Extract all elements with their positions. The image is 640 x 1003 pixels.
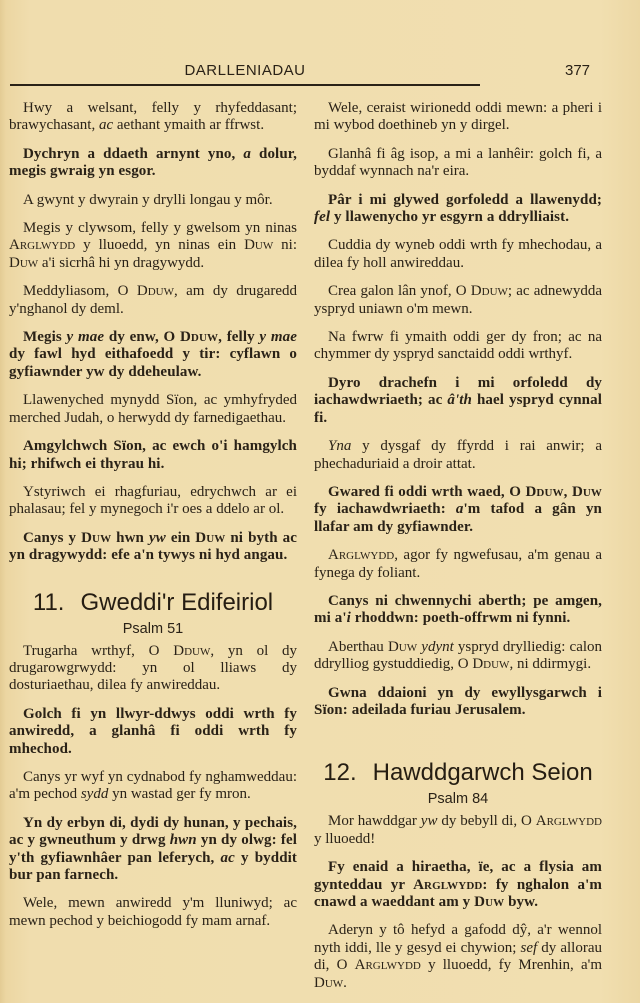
text: Trugarha wrthyf, O	[23, 642, 174, 659]
italic-text: fel	[314, 209, 331, 226]
text: y lluoedd, yn ninas ein	[75, 237, 245, 254]
paragraph	[9, 815, 297, 885]
small-caps-text: Duw	[244, 237, 274, 254]
text: Yn dy erbyn di, dydi dy hunan, y pechais, ac y gwneuthum y drwg	[9, 814, 297, 849]
paragraph	[314, 685, 602, 720]
running-head	[10, 62, 480, 79]
section-heading-11	[9, 589, 297, 617]
italic-text: yw	[420, 813, 438, 830]
small-caps-text: Duw	[571, 483, 603, 500]
italic-text: ac	[220, 849, 235, 866]
paragraph	[9, 643, 297, 695]
paragraph	[314, 192, 602, 227]
section-number: 11.	[32, 588, 65, 616]
paragraph	[9, 484, 297, 519]
text: Fy enaid a hiraetha, ïe, ac a flysia am gynteddau yr	[314, 859, 602, 893]
text: y lluoedd, fy Mrenhin, a'm	[420, 957, 602, 974]
paragraph	[9, 530, 297, 565]
text: ,	[563, 483, 572, 500]
text: Canys y	[23, 529, 82, 546]
paragraph	[314, 438, 602, 473]
text: Golch fi yn llwyr-ddwys oddi wrth fy anwiredd, a glanhâ fi oddi wrth fy mhechod.	[9, 705, 297, 757]
text: y byddit bur pan farnech.	[9, 849, 297, 883]
paragraph	[314, 639, 602, 674]
text: Crea galon lân ynof, O	[328, 283, 471, 300]
text: A gwynt y dwyrain y drylli longau y môr.	[23, 191, 273, 208]
text: Na fwrw fi ymaith oddi ger dy fron; ac na chymmer dy yspryd sanctaidd oddi wrthyf.	[314, 329, 602, 363]
text: Dychryn a ddaeth arnynt yno,	[23, 145, 244, 162]
small-caps-text: Duw	[314, 974, 344, 991]
text: Pâr i mi glywed gorfoledd a llawenydd;	[328, 191, 602, 208]
text: ni:	[273, 237, 298, 254]
section-title: Hawddgarwch Seion	[372, 759, 593, 787]
left-column	[9, 100, 297, 941]
text: Aberthau	[328, 638, 388, 655]
text: y lluoedd!	[314, 830, 376, 847]
italic-text: y mae	[259, 329, 298, 346]
paragraph	[314, 375, 602, 427]
small-caps-text: Duw	[9, 254, 39, 271]
paragraph	[9, 192, 297, 209]
text: rhoddwn: poeth-offrwm ni fynni.	[350, 610, 571, 627]
text: Llawenyched mynydd Sïon, ac ymhyfryded merched Judah, o herwydd dy farnedigaethau.	[9, 392, 297, 426]
text: y llawenycho yr esgyrn a ddrylliaist.	[330, 209, 570, 226]
paragraph	[314, 484, 602, 536]
text: Gwna ddaioni yn dy ewyllysgarwch i Sïon: adeilada furiau Jerusalem.	[314, 684, 602, 718]
italic-text: y mae	[66, 329, 105, 346]
text: hael yspryd cynnal fi.	[314, 392, 602, 426]
text: dy bebyll di, O	[437, 813, 536, 830]
paragraph	[314, 813, 602, 848]
text: : fy nghalon a'm cnawd a waeddant am y	[314, 876, 602, 910]
text: byw.	[504, 894, 539, 910]
page-number: 377	[565, 62, 591, 79]
text: y dysgaf dy ffyrdd i rai anwir; a phechaduriaid a droir attat.	[314, 438, 602, 472]
paragraph	[314, 859, 602, 911]
right-paragraphs	[314, 100, 602, 719]
small-caps-text: Dduw	[173, 642, 211, 659]
text: ein	[165, 529, 196, 546]
paragraph	[9, 438, 297, 473]
text: Amgylchwch Sïon, ac ewch o'i hamgylch hi; rhifwch ei thyrau hi.	[9, 438, 297, 472]
small-caps-text: Arglwydd	[354, 957, 421, 974]
text: Ystyriwch ei rhagfuriau, edrychwch ar ei phalasau; fel y mynegoch i'r oes a ddelo ar ol.	[9, 483, 297, 518]
small-caps-text: Arglwydd	[535, 813, 602, 830]
text: , felly	[218, 329, 260, 346]
text: , yn ol dy drugarowgrwydd: yn ol lliaws dy dosturiaethau, dilea fy anwireddau.	[9, 642, 298, 694]
paragraph	[9, 220, 297, 272]
italic-text: â'th	[447, 392, 472, 409]
paragraph	[314, 237, 602, 272]
text: Aderyn y tô hefyd a gafodd dŷ, a'r wennol nyth iddi, lle y gesyd ei chywion;	[314, 922, 602, 956]
small-caps-text: Dduw	[180, 329, 219, 346]
text: ; ac adnewydda yspryd uniawn o'm mewn.	[314, 283, 602, 317]
paragraph	[9, 895, 297, 930]
small-caps-text: Duw	[474, 894, 505, 910]
small-caps-text: Dduw	[136, 283, 174, 300]
small-caps-text: Arglwydd	[413, 876, 483, 893]
italic-text: Yna	[328, 438, 352, 455]
italic-text: a	[455, 501, 464, 518]
small-caps-text: Dduw	[472, 656, 510, 673]
small-caps-text: Duw	[195, 529, 226, 546]
running-title: DARLLENIADAU	[184, 62, 306, 79]
text: Canys ni chwennychi aberth; pe amgen, mi a'	[314, 592, 602, 627]
paragraph	[314, 922, 602, 992]
italic-text: ydynt	[421, 638, 454, 655]
text: 'm tafod a gân yn llafar am dy gyfiawnder.	[314, 501, 602, 535]
header-rule	[10, 84, 480, 86]
paragraph	[9, 283, 297, 318]
paragraph	[9, 769, 297, 804]
paragraph	[314, 283, 602, 318]
italic-text: yw	[148, 529, 166, 546]
text: ni byth ac yn dragywydd: efe a'n tywys ni hyd angau.	[9, 529, 297, 564]
small-caps-text: Arglwydd	[9, 237, 76, 254]
paragraph	[314, 547, 602, 582]
text: dolur, megis gwraig yn esgor.	[9, 145, 297, 180]
section-number: 12.	[323, 759, 357, 787]
paragraph	[9, 146, 297, 181]
right-column	[314, 100, 602, 1003]
text: yn dy olwg: fel y'th gyfiawnhâer pan leferych,	[9, 832, 297, 866]
section-heading-12	[314, 759, 602, 787]
text: Mor hawddgar	[328, 813, 421, 830]
text: Wele, mewn anwiredd y'm lluniwyd; ac mewn pechod y beichiogodd fy mam arnaf.	[9, 895, 297, 929]
text: Wele, ceraist wirionedd oddi mewn: a pheri i mi wybod doethineb yn y dirgel.	[314, 100, 602, 134]
paragraph	[9, 329, 297, 381]
text: fy iachawdwriaeth:	[314, 501, 456, 518]
text: Dyro drachefn i mi orfoledd dy iachawdwriaeth; ac	[314, 374, 602, 409]
section-11-paragraphs	[9, 643, 297, 931]
paragraph	[9, 706, 297, 758]
text: dy enw, O	[104, 329, 180, 346]
text: yspryd drylliedig: calon ddrylliog gystuddiedig, O	[314, 638, 603, 673]
left-paragraphs	[9, 100, 297, 565]
text: Gwared fi oddi wrth waed, O	[328, 483, 526, 500]
small-caps-text: Dduw	[470, 283, 508, 300]
text: .	[343, 974, 347, 991]
small-caps-text: Duw	[387, 638, 418, 655]
psalm-reference: Psalm 84	[427, 791, 489, 808]
text: Hwy a welsant, felly y rhyfeddasant; brawychasant,	[9, 100, 297, 134]
text: Megis	[23, 329, 67, 346]
text: aethant ymaith ar ffrwst.	[113, 117, 265, 134]
paragraph	[314, 329, 602, 364]
text: Canys yr wyf yn cydnabod fy nghamweddau: a'm pechod	[9, 768, 297, 803]
text: a'i sicrhâ hi yn dragywydd.	[38, 254, 205, 271]
text: Meddyliasom, O	[23, 283, 137, 300]
text: yn wastad ger fy mron.	[108, 786, 251, 803]
small-caps-text: Dduw	[525, 483, 564, 500]
text: hwn	[111, 529, 149, 546]
italic-text: hwn	[169, 832, 197, 849]
text: dy fawl hyd eithafoedd y tir: cyflawn o gyfiawnder yw dy ddeheulaw.	[9, 346, 297, 380]
italic-text: a	[243, 145, 251, 162]
text: Megis y clywsom, felly y gwelsom yn ninas	[23, 220, 297, 237]
italic-text: i	[346, 610, 351, 627]
small-caps-text: Arglwydd	[328, 547, 395, 564]
paragraph	[9, 392, 297, 427]
italic-text: sef	[520, 939, 538, 956]
text: , agor fy ngwefusau, a'm genau a fynega dy foliant.	[314, 547, 602, 581]
paragraph	[314, 593, 602, 628]
text: , ni ddirmygi.	[509, 656, 592, 673]
text: Glanhâ fi âg isop, a mi a lanhêir: golch fi, a byddaf wynnach na'r eira.	[314, 145, 602, 180]
text: , am dy drugaredd y'nghanol dy deml.	[9, 283, 298, 317]
paragraph	[314, 100, 602, 135]
paragraph	[9, 100, 297, 135]
italic-text: sydd	[80, 786, 109, 803]
section-12-paragraphs	[314, 813, 602, 992]
italic-text: ac	[98, 117, 114, 134]
text: dy allorau di, O	[314, 939, 602, 974]
small-caps-text: Duw	[81, 529, 112, 546]
section-title: Gweddi'r Edifeiriol	[80, 588, 274, 616]
text: Cuddia dy wyneb oddi wrth fy mhechodau, a dilea fy holl anwireddau.	[314, 237, 602, 271]
paragraph	[314, 146, 602, 181]
psalm-reference: Psalm 51	[122, 620, 184, 637]
